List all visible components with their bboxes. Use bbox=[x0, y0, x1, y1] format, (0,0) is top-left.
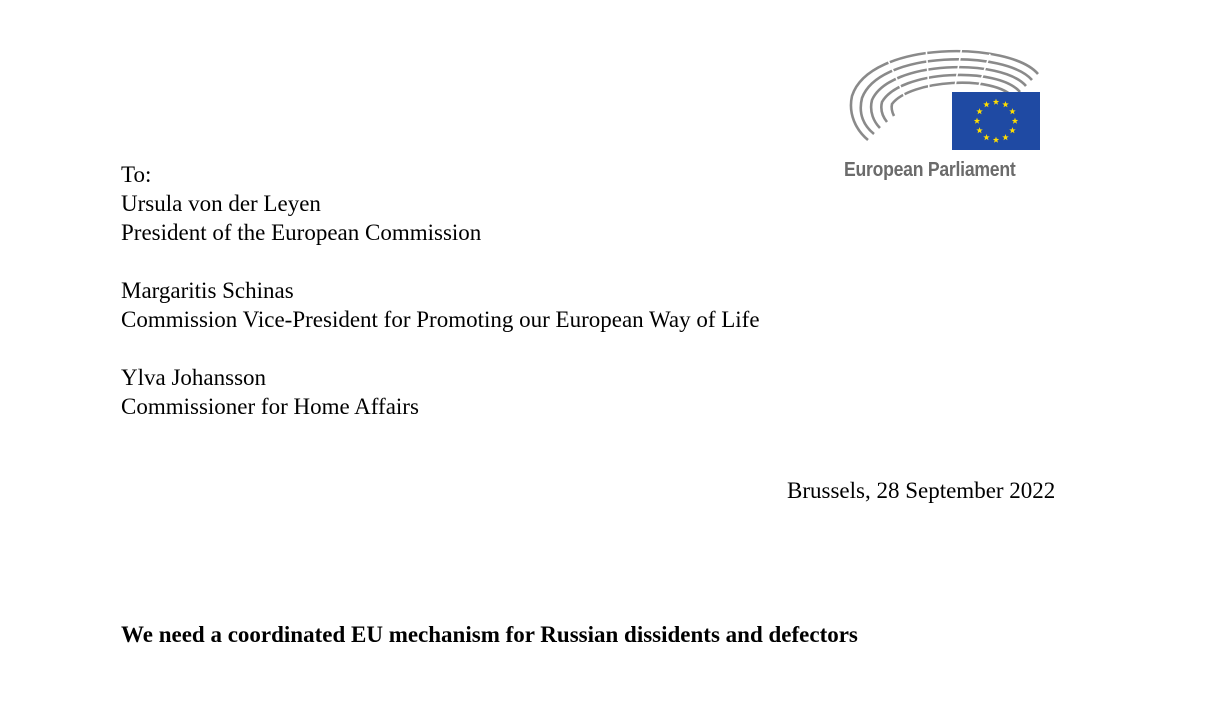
letter-date: Brussels, 28 September 2022 bbox=[787, 478, 1056, 503]
recipient-name: Margaritis Schinas bbox=[121, 278, 294, 303]
recipients-block bbox=[121, 160, 760, 421]
recipient-title: Commission Vice-President for Promoting our European Way of Life bbox=[121, 307, 760, 332]
recipient-name: Ylva Johansson bbox=[121, 365, 267, 390]
logo-text: European Parliament bbox=[844, 158, 1016, 181]
european-parliament-logo bbox=[840, 44, 1045, 189]
recipient-title: Commissioner for Home Affairs bbox=[121, 394, 419, 419]
hemicycle-flag-icon bbox=[840, 44, 1045, 156]
letter-subject: We need a coordinated EU mechanism for Russian dissidents and defectors bbox=[121, 622, 858, 647]
recipient-name: Ursula von der Leyen bbox=[121, 191, 321, 216]
to-label: To: bbox=[121, 162, 152, 187]
recipient-title: President of the European Commission bbox=[121, 220, 482, 245]
